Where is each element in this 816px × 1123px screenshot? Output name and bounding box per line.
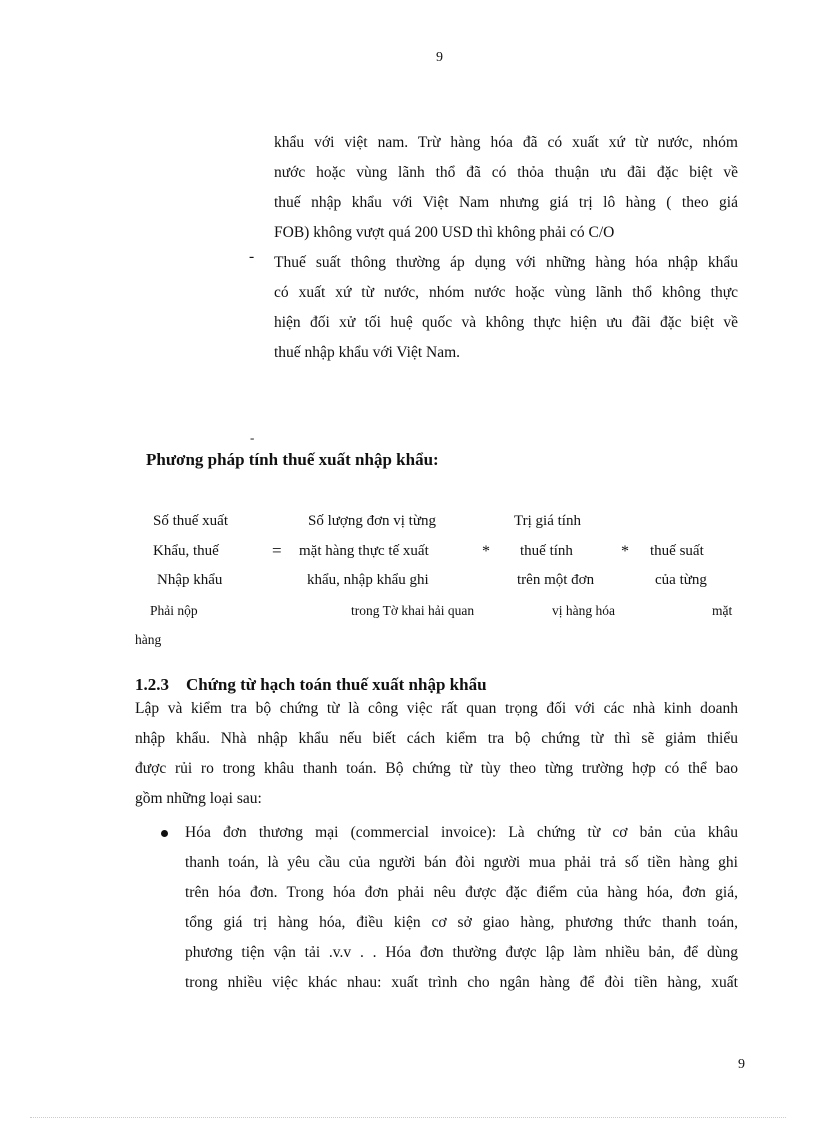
section-intro-paragraph — [135, 694, 738, 814]
text-line: gồm những loại sau: — [135, 790, 262, 807]
dash-marker: - — [249, 248, 255, 265]
text-line: phương tiện vận tải .v.v . . Hóa đơn thường được lập làm nhiều bản, để dùng — [185, 944, 738, 961]
text-line: có xuất xứ từ nước, nhóm nước hoặc vùng lãnh thổ không thực — [274, 284, 738, 301]
text-line: thanh toán, là yêu cầu của người bán đòi người mua phải trả số tiền hàng ghi — [185, 854, 738, 871]
text-line: khẩu với việt nam. Trừ hàng hóa đã có xuất xứ từ nước, nhóm — [274, 134, 738, 151]
text-line: trong nhiều việc khác nhau: xuất trình cho ngân hàng để đòi tiền hàng, xuất — [185, 974, 738, 991]
text-line: Hóa đơn thương mại (commercial invoice): Là chứng từ cơ bản của khâu — [185, 824, 738, 841]
equals-sign: = — [272, 541, 282, 560]
section-title: Chứng từ hạch toán thuế xuất nhập khẩu — [186, 675, 487, 694]
bullet-dot-icon — [161, 830, 168, 837]
text-line: trên hóa đơn. Trong hóa đơn phải nêu được đặc điểm của hàng hóa, đơn giá, — [185, 884, 738, 901]
formula-col4-line: mặt — [712, 603, 733, 618]
formula-col2-line: Số lượng đơn vị từng — [308, 513, 436, 529]
continuation-paragraph — [274, 128, 738, 248]
bullet-item-paragraph — [185, 818, 738, 998]
formula-col1-line: Số thuế xuất — [153, 513, 228, 529]
multiply-sign: * — [482, 543, 490, 560]
formula-col4-line: của từng — [655, 572, 707, 588]
formula-col2-line: trong Tờ khai hải quan — [351, 603, 475, 618]
header-page-number: 9 — [436, 50, 443, 65]
formula-col1-line: Nhập khẩu — [157, 572, 223, 588]
text-line: Lập và kiểm tra bộ chứng từ là công việc rất quan trọng đối với các nhà kinh doanh — [135, 700, 738, 717]
text-line: nhập khẩu. Nhà nhập khẩu nếu biết cách kiểm tra bộ chứng từ thì sẽ giảm thiểu — [135, 730, 738, 747]
formula-col4-line: thuế suất — [650, 543, 704, 559]
dash-item-paragraph — [274, 248, 738, 368]
multiply-sign: * — [621, 543, 629, 560]
formula-col3-line: vị hàng hóa — [552, 603, 615, 618]
text-line: tổng giá trị hàng hóa, điều kiện cơ sở giao hàng, phương thức thanh toán, — [185, 914, 738, 931]
footer-page-number: 9 — [738, 1057, 745, 1072]
text-line: thuế nhập khẩu với Việt Nam. — [274, 344, 461, 361]
text-line: được rủi ro trong khâu thanh toán. Bộ chứng từ tùy theo từng trường hợp có thể bao — [135, 760, 738, 777]
text-line: nước hoặc vùng lãnh thổ đã có thỏa thuận ưu đãi đặc biệt về — [274, 164, 738, 181]
section-number: 1.2.3 — [135, 675, 169, 694]
formula-col2-line: khẩu, nhập khẩu ghi — [307, 572, 429, 588]
text-line: hiện đối xử tối huệ quốc và không thực hiện ưu đãi đặc biệt về — [274, 314, 738, 331]
text-line: Thuế suất thông thường áp dụng với những hàng hóa nhập khẩu — [274, 254, 738, 271]
formula-col3-line: trên một đơn — [517, 572, 595, 588]
text-line: FOB) không vượt quá 200 USD thì không phải có C/O — [274, 224, 615, 241]
formula-col4-line: hàng — [135, 632, 162, 647]
method-heading: Phương pháp tính thuế xuất nhập khẩu: — [146, 450, 439, 469]
formula-col1-line: Khẩu, thuế — [153, 543, 219, 559]
text-line: thuế nhập khẩu với Việt Nam nhưng giá trị lô hàng ( theo giá — [274, 194, 738, 211]
formula-col3-line: Trị giá tính — [514, 513, 581, 529]
stray-dash: - — [250, 430, 255, 445]
formula-col1-line: Phải nộp — [150, 603, 198, 618]
formula-col2-line: mặt hàng thực tế xuất — [299, 543, 429, 559]
formula-col3-line: thuế tính — [520, 543, 573, 559]
page-bottom-divider — [30, 1117, 786, 1118]
